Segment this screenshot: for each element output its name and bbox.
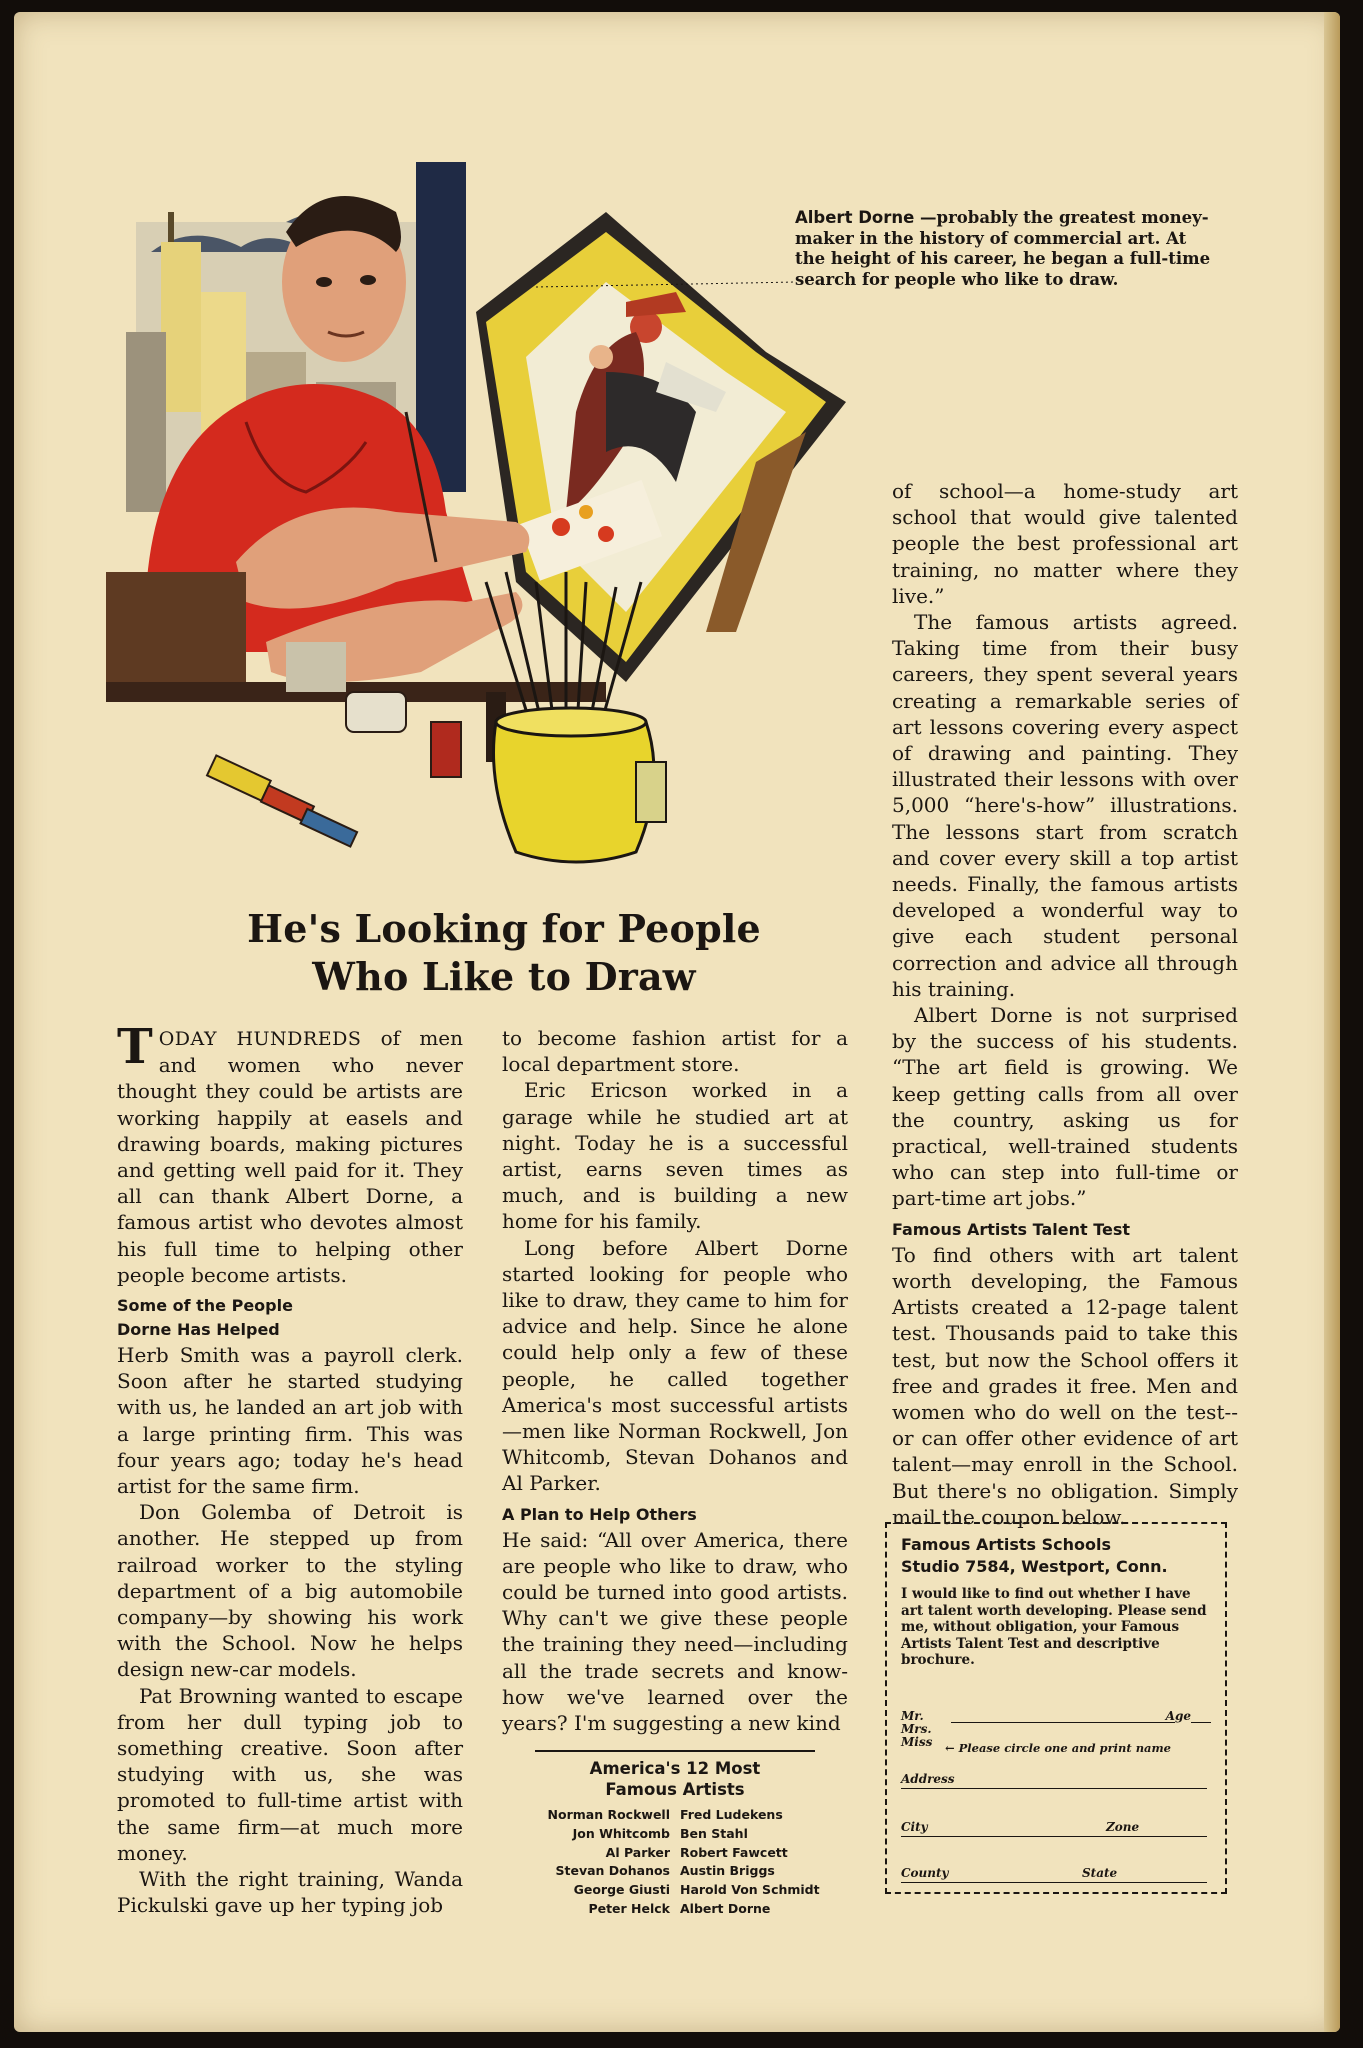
paragraph-herb-smith: Herb Smith was a payroll clerk. Soon after he started studying with us, he landed an art job with a large printing firm. This was four years ago; today he's head artist for the same firm. (117, 1343, 463, 1499)
famous-artists-box (502, 1750, 848, 1918)
title-mr[interactable]: Mr. (901, 1709, 924, 1723)
artist-name: George Giusti (573, 1882, 670, 1898)
artist-name: Al Parker (605, 1844, 670, 1860)
age-label: Age (1165, 1709, 1191, 1723)
address-field[interactable] (901, 1772, 1207, 1789)
divider-rule (535, 1750, 815, 1752)
intro-text: of men and women who never thought they could be artists are working happily at easels and drawing boards, making pictures and getting well paid for it. They all can thank Albert Dorne, a famous artist who devotes almost his full time to helping other people become artists. (117, 1026, 463, 1287)
paragraph-pat-browning: Pat Browning wanted to escape from her dull typing job to something creative. Soon after studying with us, she was promoted to full-time artist with the same firm—at much more money. (117, 1683, 463, 1865)
comic-back-cover-page (14, 12, 1340, 2032)
headline-line-1: He's Looking for People (247, 906, 761, 951)
paragraph-fashion-artist: to become fashion artist for a local department store. (502, 1026, 848, 1077)
artist-illustration (106, 162, 906, 882)
lead-small-caps: ODAY HUNDREDS (158, 1028, 362, 1050)
coupon-address-line: Studio 7584, Westport, Conn. (901, 1557, 1168, 1576)
artist-name: Peter Helck (588, 1900, 670, 1916)
artist-name: Stevan Dohanos (555, 1863, 670, 1879)
caption-text: —probably the greatest money-maker in the history of commercial art. At the height of his career, he began a full-time search for people who like to draw. (795, 208, 1211, 289)
famous-artists-title-2: Famous Artists (605, 1780, 745, 1800)
age-field[interactable] (1191, 1722, 1211, 1723)
artist-name: Ben Stahl (680, 1825, 748, 1841)
address-label: Address (901, 1772, 958, 1786)
coupon-school-name: Famous Artists Schools (901, 1535, 1111, 1554)
zone-label: Zone (1103, 1820, 1142, 1834)
intro-paragraph (117, 1019, 463, 1288)
artist-name: Albert Dorne (680, 1900, 771, 1916)
subhead-line-2: Dorne Has Helped (117, 1320, 280, 1340)
name-field[interactable] (951, 1722, 1175, 1723)
headline-line-2: Who Like to Draw (312, 954, 696, 999)
caption-name: Albert Dorne (795, 208, 915, 227)
coupon-body: I would like to find out whether I have art talent worth developing. Please send me, without obligation, your Famous Artists Talent Test and descriptive brochure. (901, 1586, 1207, 1668)
drop-cap: T (117, 1019, 153, 1075)
paragraph-wanda-pickulski: With the right training, Wanda Pickulski gave up her typing job (117, 1867, 463, 1918)
article-column-1 (117, 1019, 463, 1919)
circle-note: ← Please circle one and print name (945, 1741, 1171, 1755)
artist-name: Jon Whitcomb (572, 1825, 670, 1841)
paragraph-artists-agreed: The famous artists agreed. Taking time from their busy careers, they spent several years creating a remarkable series of art lessons covering every aspect of drawing and painting. They illustrated their lessons with over 5,000 “here's-how” illustrations. The lessons start from scratch and cover every skill a top artist needs. Finally, the famous artists developed a wonderful way to give each student personal correction and advice all through his training. (892, 610, 1238, 1001)
city-field[interactable] (901, 1820, 1207, 1837)
paragraph-talent-test: To find others with art talent worth developing, the Famous Artists created a 12-page talent test. Thousands paid to take this test, but now the School offers it free and grades it free. Men and women who do well on the test--or can offer other evidence of art talent—may enroll in the School. But there's no obligation. Simply mail the coupon below. (892, 1242, 1238, 1529)
city-label: City (901, 1820, 931, 1834)
article-column-2 (502, 1025, 848, 1919)
artist-name: Harold Von Schmidt (680, 1882, 820, 1898)
famous-artists-title-1: America's 12 Most (589, 1759, 761, 1779)
title-mrs[interactable]: Mrs. (901, 1722, 932, 1736)
state-label: State (1079, 1866, 1120, 1880)
page-spine-edge (1324, 12, 1340, 2032)
page-headline (164, 905, 844, 1001)
artist-name: Robert Fawcett (680, 1844, 788, 1860)
paragraph-eric-ericson: Eric Ericson worked in a garage while he studied art at night. Today he is a successful artist, earns seven times as much, and is building a new home for his family. (502, 1078, 848, 1234)
subhead-people-helped (117, 1294, 463, 1342)
title-miss[interactable]: Miss (901, 1735, 933, 1749)
paragraph-not-surprised: Albert Dorne is not surprised by the success of his students. “The art field is growing. We keep getting calls from all over the country, asking us for practical, well-trained students who can step into full-time or part-time art jobs.” (892, 1003, 1238, 1211)
illustration-caption (795, 208, 1215, 290)
paragraph-of-school: of school—a home-study art school that would give talented people the best professional art training, no matter where they live.” (892, 479, 1238, 608)
paragraph-long-before: Long before Albert Dorne started looking for people who like to draw, they came to him for advice and help. Since he alone could help only a few of these people, he called together America's most successful artists —men like Norman Rockwell, Jon Whitcomb, Stevan Dohanos and Al Parker. (502, 1235, 848, 1496)
subhead-line-1: Some of the People (117, 1296, 293, 1316)
artist-name: Fred Ludekens (680, 1807, 783, 1823)
mail-in-coupon[interactable] (885, 1522, 1227, 1894)
paragraph-he-said: He said: “All over America, there are people who like to draw, who could be turned into good artists. Why can't we give these people the training they need—including all the trade secrets and know-how we've learned over the years? I'm suggesting a new kind (502, 1527, 848, 1736)
subhead-talent-test: Famous Artists Talent Test (892, 1219, 1131, 1239)
artists-list (502, 1806, 848, 1918)
paragraph-don-golemba: Don Golemba of Detroit is another. He stepped up from railroad worker to the styling department of a big automobile company—by showing his work with the School. Now he helps design new-car models. (117, 1500, 463, 1682)
county-label: County (901, 1866, 952, 1880)
artist-name: Austin Briggs (680, 1863, 775, 1879)
article-column-3 (892, 478, 1238, 1530)
subhead-plan: A Plan to Help Others (502, 1504, 697, 1524)
county-field[interactable] (901, 1866, 1207, 1883)
artist-name: Norman Rockwell (547, 1807, 670, 1823)
